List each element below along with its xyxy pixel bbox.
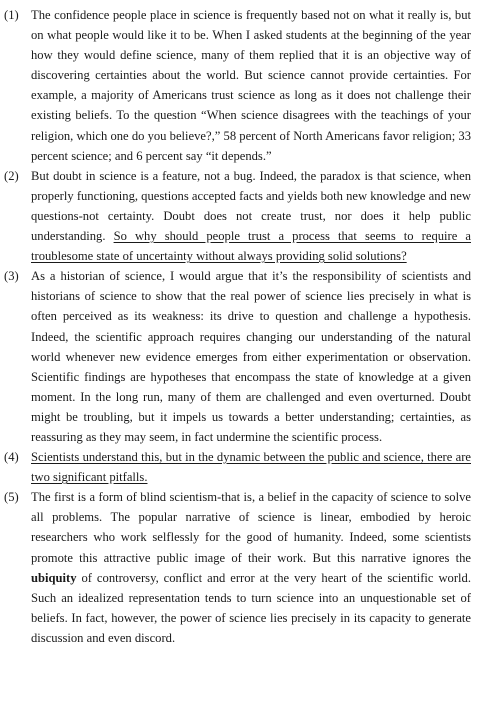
paragraph-text: The confidence people place in science is frequently based not on what it really is, but on what people would like it to be. When I asked students at the beginning of the year how they would define science, many of them replied that it is an objective way of discovering certainties about the world. But science cannot provide certainties. For example, a majority of Americans trust science as long as it does not challenge their existing beliefs. To the question “When science disagrees with the teachings of your religion, which one do you believe?,” 58 percent of North Americans favor religion; 33 percent science; and 6 percent say “it depends.” — [31, 8, 471, 163]
paragraph-number: (3) — [4, 269, 19, 284]
bold-keyword: ubiquity — [31, 570, 77, 585]
underlined-sentence: Scientists understand this, but in the dynamic between the public and science, there are two significant pitfalls. — [31, 450, 471, 485]
paragraph-5 — [4, 487, 471, 648]
paragraph-number: (4) — [4, 450, 19, 465]
paragraph-text: The first is a form of blind scientism-that is, a belief in the capacity of science to solve all problems. The popular narrative of science is linear, embodied by heroic researchers who work selflessly for the good of humanity. Indeed, some scientists promote this attractive public image of their work. But this narrative ignores the — [31, 490, 471, 565]
paragraph-2 — [4, 166, 471, 266]
paragraph-text: of controversy, conflict and error at the very heart of the scientific world. Such an idealized representation tends to turn science into an unquestionable set of beliefs. In fact, however, the power of science lies precisely in its capacity to generate discussion and even discord. — [31, 570, 471, 645]
underlined-question: So why should people trust a process that seems to require a troublesome state of uncertainty without always providing solid solutions? — [31, 229, 471, 264]
paragraph-text: But doubt in science is a feature, not a bug. Indeed, the paradox is that science, when properly functioning, questions accepted facts and yields both new knowledge and new questions-not certainty. Doubt does not create trust, nor does it help public understanding. — [31, 168, 471, 244]
paragraph-3 — [4, 266, 471, 447]
paragraph-text: As a historian of science, I would argue that it’s the responsibility of scientists and historians of science to show that the real power of science lies precisely in what is often perceived as its weakness: its drive to question and challenge a hypothesis. Indeed, the scientific approach requires changing our understanding of the natural world whenever new evidence emerges from either experimentation or observation. Scientific findings are hypotheses that encompass the state of knowledge at a given moment. In the long run, many of them are challenged and even overturned. Doubt might be troubling, but it impels us towards a better understanding; certainties, as reassuring as they may seem, in fact undermine the scientific process. — [31, 269, 471, 444]
paragraph-number: (2) — [4, 168, 19, 183]
paragraph-number: (1) — [4, 8, 19, 22]
paragraph-number: (5) — [4, 490, 19, 505]
paragraph-1 — [4, 5, 471, 166]
paragraph-4 — [4, 447, 471, 487]
